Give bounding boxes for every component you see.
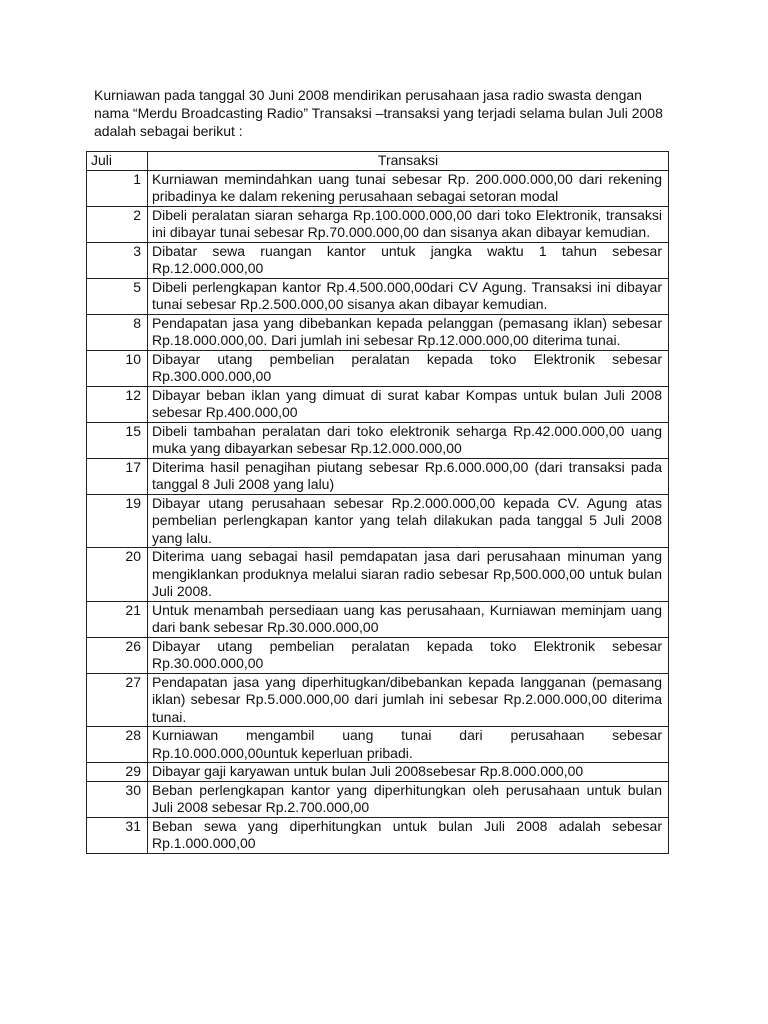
table-row <box>87 763 669 782</box>
row-text: Kurniawan mengambil uang tunai dari perusahaan sebesar Rp.10.000.000,00untuk keperluan pribadi. <box>148 727 669 763</box>
row-text: Diterima uang sebagai hasil pemdapatan jasa dari perusahaan minuman yang mengiklankan produknya melalui siaran radio sebesar Rp,500.000,00 untuk bulan Juli 2008. <box>148 548 669 602</box>
table-row <box>87 242 669 278</box>
row-day: 3 <box>87 242 148 278</box>
row-text: Dibayar beban iklan yang dimuat di surat kabar Kompas untuk bulan Juli 2008 sebesar Rp.400.000,00 <box>148 386 669 422</box>
table-row <box>87 350 669 386</box>
row-text: Dibayar gaji karyawan untuk bulan Juli 2008sebesar Rp.8.000.000,00 <box>148 763 669 782</box>
row-day: 31 <box>87 817 148 853</box>
header-juli: Juli <box>87 152 148 171</box>
row-text: Beban perlengkapan kantor yang diperhitungkan oleh perusahaan untuk bulan Juli 2008 sebesar Rp.2.700.000,00 <box>148 781 669 817</box>
row-day: 17 <box>87 458 148 494</box>
table-row <box>87 494 669 548</box>
row-text: Dibatar sewa ruangan kantor untuk jangka waktu 1 tahun sebesar Rp.12.000.000,00 <box>148 242 669 278</box>
row-day: 28 <box>87 727 148 763</box>
row-day: 15 <box>87 422 148 458</box>
row-text: Beban sewa yang diperhitungkan untuk bulan Juli 2008 adalah sebesar Rp.1.000.000,00 <box>148 817 669 853</box>
table-row <box>87 170 669 206</box>
table-row <box>87 206 669 242</box>
row-day: 19 <box>87 494 148 548</box>
table-row <box>87 601 669 637</box>
intro-paragraph: Kurniawan pada tanggal 30 Juni 2008 mendirikan perusahaan jasa radio swasta dengan nama “Merdu Broadcasting Radio” Transaksi –transaksi yang terjadi selama bulan Juli 2008 adalah sebagai berikut : <box>94 87 663 139</box>
table-row <box>87 673 669 727</box>
row-day: 12 <box>87 386 148 422</box>
row-text: Dibayar utang pembelian peralatan kepada toko Elektronik sebesar Rp.30.000.000,00 <box>148 637 669 673</box>
table-row <box>87 548 669 602</box>
row-text: Pendapatan jasa yang dibebankan kepada pelanggan (pemasang iklan) sebesar Rp.18.000.000,00. Dari jumlah ini sebesar Rp.12.000.000,00 diterima tunai. <box>148 314 669 350</box>
row-text: Dibayar utang pembelian peralatan kepada toko Elektronik sebesar Rp.300.000.000,00 <box>148 350 669 386</box>
row-day: 1 <box>87 170 148 206</box>
row-text: Diterima hasil penagihan piutang sebesar Rp.6.000.000,00 (dari transaksi pada tanggal 8 Juli 2008 yang lalu) <box>148 458 669 494</box>
table-row <box>87 458 669 494</box>
row-day: 20 <box>87 548 148 602</box>
row-text: Dibayar utang perusahaan sebesar Rp.2.000.000,00 kepada CV. Agung atas pembelian perlengkapan kantor yang telah dilakukan pada tanggal 5 Juli 2008 yang lalu. <box>148 494 669 548</box>
row-day: 26 <box>87 637 148 673</box>
row-day: 5 <box>87 278 148 314</box>
table-row <box>87 278 669 314</box>
row-day: 2 <box>87 206 148 242</box>
table-header-row <box>87 152 669 171</box>
table-row <box>87 817 669 853</box>
table-row <box>87 422 669 458</box>
row-day: 8 <box>87 314 148 350</box>
row-text: Dibeli tambahan peralatan dari toko elektronik seharga Rp.42.000.000,00 uang muka yang dibayarkan sebesar Rp.12.000.000,00 <box>148 422 669 458</box>
table-row <box>87 727 669 763</box>
row-day: 21 <box>87 601 148 637</box>
transactions-table <box>86 151 669 854</box>
row-text: Dibeli peralatan siaran seharga Rp.100.000.000,00 dari toko Elektronik, transaksi ini dibayar tunai sebesar Rp.70.000.000,00 dan sisanya akan dibayar kemudian. <box>148 206 669 242</box>
table-row <box>87 386 669 422</box>
table-row <box>87 637 669 673</box>
row-day: 10 <box>87 350 148 386</box>
row-text: Pendapatan jasa yang diperhitugkan/dibebankan kepada langganan (pemasang iklan) sebesar Rp.5.000.000,00 dari jumlah ini sebesar Rp.2.000.000,00 diterima tunai. <box>148 673 669 727</box>
table-row <box>87 314 669 350</box>
row-text: Untuk menambah persediaan uang kas perusahaan, Kurniawan meminjam uang dari bank sebesar Rp.30.000.000,00 <box>148 601 669 637</box>
table-row <box>87 781 669 817</box>
row-day: 29 <box>87 763 148 782</box>
row-text: Dibeli perlengkapan kantor Rp.4.500.000,00dari CV Agung. Transaksi ini dibayar tunai sebesar Rp.2.500.000,00 sisanya akan dibayar kemudian. <box>148 278 669 314</box>
row-text: Kurniawan memindahkan uang tunai sebesar Rp. 200.000.000,00 dari rekening pribadinya ke dalam rekening perusahaan sebagai setoran modal <box>148 170 669 206</box>
table-body <box>87 170 669 853</box>
header-transaksi: Transaksi <box>148 152 669 171</box>
row-day: 27 <box>87 673 148 727</box>
row-day: 30 <box>87 781 148 817</box>
